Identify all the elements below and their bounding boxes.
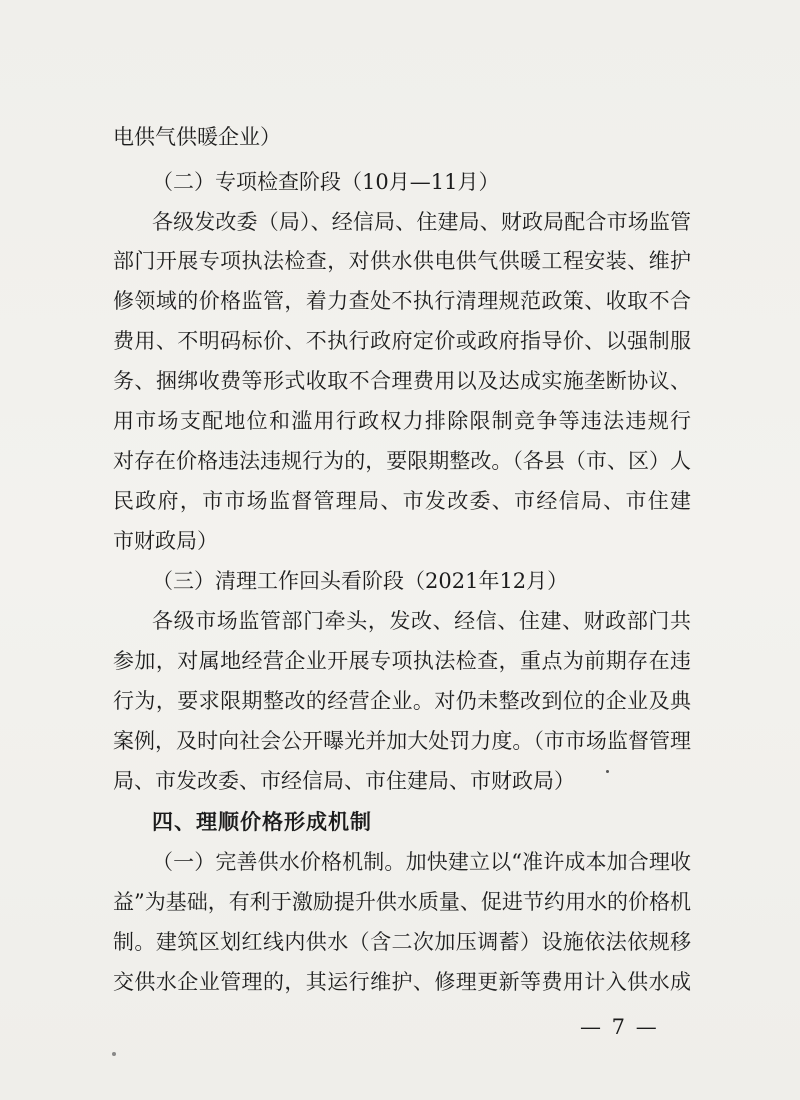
text-line: 益”为基础，有利于激励提升供水质量、促进节约用水的价格机 — [113, 890, 691, 914]
page-number: — 7 — — [580, 1015, 659, 1039]
text-line: 对存在价格违法违规行为的，要限期整改。（各县（市、区）人 — [113, 449, 691, 473]
section-heading: （二）专项检查阶段（10月—11月） — [152, 170, 500, 194]
text-line: 市财政局） — [113, 529, 218, 553]
text-line: 修领域的价格监管，着力查处不执行清理规范政策、收取不合 — [113, 289, 691, 313]
text-line: 交供水企业管理的，其运行维护、修理更新等费用计入供水成 — [113, 970, 691, 994]
chapter-heading: 四、理顺价格形成机制 — [152, 809, 372, 834]
text-line: 参加，对属地经营企业开展专项执法检查，重点为前期存在违 — [113, 649, 691, 673]
text-line: 务、捆绑收费等形式收取不合理费用以及达成实施垄断协议、 — [113, 369, 691, 393]
text-line: 各级发改委（局）、经信局、住建局、财政局配合市场监管 — [152, 210, 691, 234]
text-line: 各级市场监管部门牵头，发改、经信、住建、财政部门共 — [152, 609, 691, 633]
text-line: 部门开展专项执法检查，对供水供电供气供暖工程安装、维护 — [113, 249, 691, 273]
text-line: 局、市发改委、市经信局、市住建局、市财政局） — [113, 769, 575, 793]
text-line: 行为，要求限期整改的经营企业。对仍未整改到位的企业及典 — [113, 689, 691, 713]
text-line: 电供气供暖企业） — [113, 125, 281, 149]
text-line: 制。建筑区划红线内供水（含二次加压调蓄）设施依法依规移 — [113, 930, 691, 954]
scan-speck — [112, 1052, 116, 1056]
text-line: 民政府，市市场监督管理局、市发改委、市经信局、市住建 — [113, 489, 691, 513]
text-line: 费用、不明码标价、不执行政府定价或政府指导价、以强制服 — [113, 329, 691, 353]
text-line: （一）完善供水价格机制。加快建立以“准许成本加合理收 — [152, 850, 691, 874]
text-line: 案例，及时向社会公开曝光并加大处罚力度。（市市场监督管理 — [113, 729, 691, 753]
scan-speck — [606, 770, 609, 773]
text-line: 用市场支配地位和滥用行政权力排除限制竞争等违法违规行 — [113, 409, 691, 433]
section-heading: （三）清理工作回头看阶段（2021年12月） — [152, 569, 569, 593]
